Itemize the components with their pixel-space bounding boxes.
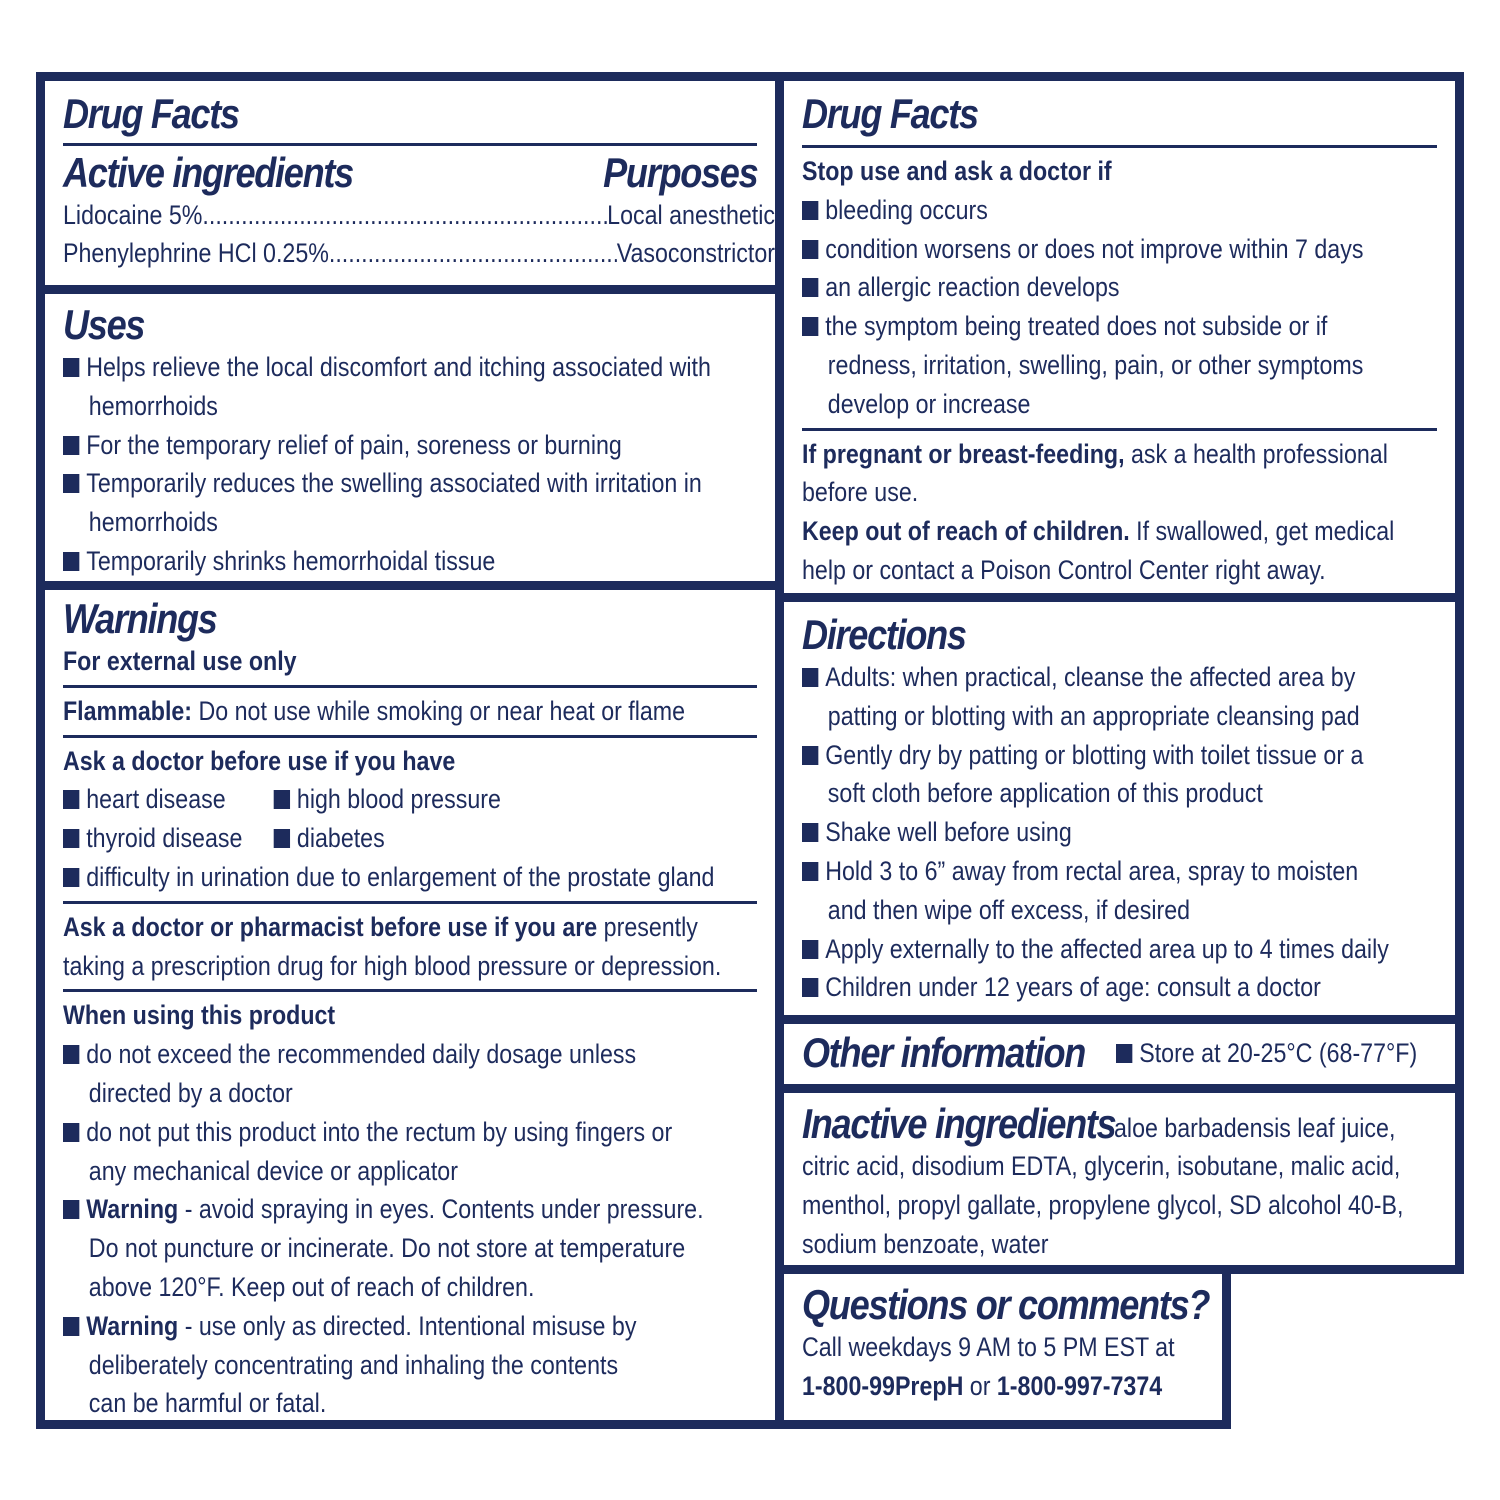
questions-panel [775,1265,1231,1429]
storage-info: Store at 20-25°C (68-77°F) [1116,1034,1417,1073]
bullet-square-icon [63,1123,79,1142]
call-hours: Call weekdays 9 AM to 5 PM EST at [802,1332,1175,1362]
keep-out-reach-2: help or contact a Poison Control Center right away. [802,554,1326,585]
bullet-square-icon [802,940,818,959]
directions-item-text: Gently dry by patting or blotting with toilet tissue or a [802,736,1348,775]
when-using-item-text: do not put this product into the rectum by using fingers or [63,1113,660,1152]
active-ingredients-list [63,196,775,272]
directions-item-text: Children under 12 years of age: consult a doctor [802,968,1348,1007]
directions-item [802,813,1437,852]
uses-item [63,426,757,465]
inactive-ingredients-panel [775,1084,1464,1274]
inactive-ingredients-list [802,1147,1437,1263]
directions-item-text: Shake well before using [802,813,1348,852]
uses-item [63,542,757,581]
pharmacist-warning-1: Ask a doctor or pharmacist before use if you are presently [63,911,698,942]
directions-item [802,658,1437,736]
inactive-line: citric acid, disodium EDTA, glycerin, isobutane, malic acid, [802,1151,1401,1181]
bullet-square-icon [802,862,818,881]
uses-item-text: hemorrhoids [88,390,218,421]
inactive-line: sodium benzoate, water [802,1228,1049,1259]
pharmacist-warning-2: taking a prescription drug for high blood pressure or depression. [63,950,722,981]
inactive-line: menthol, propyl gallate, propylene glycol, SD alcohol 40-B, [802,1189,1404,1220]
warnings-heading: Warnings [63,595,217,642]
bullet-square-icon [802,668,818,687]
when-using-item-text: do not exceed the recommended daily dosage unless [63,1035,660,1074]
when-using-item [63,1035,757,1113]
when-using-item-text: can be harmful or fatal. [88,1388,327,1419]
directions-item [802,736,1437,814]
keep-out-reach-1: Keep out of reach of children. If swallowed, get medical [802,516,1395,547]
phone-number-2[interactable]: 1-800-997-7374 [996,1370,1163,1401]
stop-use-item-text: an allergic reaction develops [802,268,1348,307]
when-using-item-text: above 120°F. Keep out of reach of children. [88,1271,535,1302]
inactive-line-1: aloe barbadensis leaf juice, [1114,1113,1396,1143]
directions-item [802,930,1437,969]
uses-list [63,348,757,581]
ingredient-name: Lidocaine 5% [63,200,203,230]
dot-leader [329,234,617,272]
bullet-square-icon [802,317,818,336]
bullet-square-icon [63,436,79,455]
dot-leader [202,196,607,234]
stop-use-item [802,268,1437,307]
uses-item [63,348,757,426]
stop-use-list [802,191,1437,424]
bullet-square-icon [802,746,818,765]
phone-number-1[interactable]: 1-800-99PrepH [802,1370,964,1401]
directions-item [802,852,1437,930]
when-using-item-text: Warning - use only as directed. Intentional misuse by [63,1307,660,1346]
active-header-row [63,150,757,196]
bullet-square-icon [63,1200,79,1219]
uses-panel [36,285,784,590]
directions-heading: Directions [802,611,966,658]
bullet-square-icon [802,201,818,220]
bullet-square-icon [63,1045,79,1064]
uses-item [63,464,757,542]
conditions-row-2: thyroid disease diabetes [63,819,660,858]
drug-facts-title-right: Drug Facts [802,90,978,137]
bullet-square-icon [63,552,79,571]
when-using-item-text: Do not puncture or incinerate. Do not store at temperature [88,1233,686,1264]
active-ingredients-panel [36,72,784,294]
active-ingredients-heading: Active ingredients [63,149,353,196]
directions-item-text: Adults: when practical, cleanse the affected area by [802,658,1348,697]
stop-use-heading: Stop use and ask a doctor if [802,156,1112,186]
bullet-square-icon [63,474,79,493]
when-using-list [63,1035,757,1423]
stop-use-panel [775,72,1464,602]
when-using-item-text: directed by a doctor [88,1077,293,1108]
ingredient-purpose: Vasoconstrictor [616,238,775,268]
uses-item-text: For the temporary relief of pain, soreness or burning [63,426,660,465]
drug-facts-title: Drug Facts [63,90,239,137]
when-using-item [63,1307,757,1423]
ask-doctor-heading: Ask a doctor before use if you have [63,745,456,776]
when-using-item [63,1190,757,1306]
pregnant-warning-2: before use. [802,477,919,508]
directions-item-text: Hold 3 to 6” away from rectal area, spray to moisten [802,852,1348,891]
directions-item-text: patting or blotting with an appropriate cleansing pad [827,700,1360,731]
bullet-square-icon [63,1317,79,1336]
when-using-heading: When using this product [63,1000,336,1031]
external-use-only: For external use only [63,646,297,676]
when-using-item-text: deliberately concentrating and inhaling the contents [88,1349,619,1380]
bullet-square-icon [802,978,818,997]
bullet-square-icon [63,358,79,377]
ingredient-name: Phenylephrine HCl 0.25% [63,238,329,268]
flammable-warning: Flammable: Do not use while smoking or near heat or flame [63,695,686,726]
stop-use-item-text: develop or increase [827,388,1031,419]
stop-use-item-text: redness, irritation, swelling, pain, or other symptoms [827,349,1364,380]
uses-heading: Uses [63,301,145,348]
conditions-row-3: difficulty in urination due to enlargement of the prostate gland [63,858,660,897]
active-ingredient-row [63,196,775,234]
warnings-panel [36,581,784,1429]
stop-use-item-text: condition worsens or does not improve within 7 days [802,230,1348,269]
when-using-item-text: any mechanical device or applicator [88,1155,458,1186]
ingredient-purpose: Local anesthetic [607,200,775,230]
uses-item-text: Helps relieve the local discomfort and itching associated with [63,348,660,387]
directions-panel [775,593,1464,1024]
when-using-item [63,1113,757,1191]
other-information-heading: Other information [802,1029,1086,1076]
directions-list [802,658,1437,1007]
stop-use-item [802,230,1437,269]
directions-item-text: Apply externally to the affected area up to 4 times daily [802,930,1348,969]
inactive-ingredients-heading: Inactive ingredients [802,1100,1116,1147]
stop-use-item-text: bleeding occurs [802,191,1348,230]
bullet-square-icon [802,240,818,259]
uses-item-text: Temporarily shrinks hemorrhoidal tissue [63,542,660,581]
purposes-heading: Purposes [602,149,757,196]
conditions-row-1: heart disease high blood pressure [63,780,660,819]
stop-use-item [802,307,1437,423]
directions-item [802,968,1437,1007]
questions-heading: Questions or comments? [802,1281,1210,1328]
stop-use-item [802,191,1437,230]
other-information-panel [775,1015,1464,1093]
phone-numbers: 1-800-99PrepH or 1-800-997-7374 [802,1370,1163,1401]
uses-item-text: hemorrhoids [88,507,218,538]
directions-item-text: soft cloth before application of this product [827,778,1263,809]
uses-item-text: Temporarily reduces the swelling associated with irritation in [63,464,660,503]
when-using-item-text: Warning - avoid spraying in eyes. Contents under pressure. [63,1190,660,1229]
bullet-square-icon [802,278,818,297]
stop-use-item-text: the symptom being treated does not subside or if [802,307,1348,346]
pregnant-warning-1: If pregnant or breast-feeding, ask a health professional [802,438,1388,469]
active-ingredient-row [63,234,775,272]
bullet-square-icon [802,823,818,842]
directions-item-text: and then wipe off excess, if desired [827,894,1191,925]
